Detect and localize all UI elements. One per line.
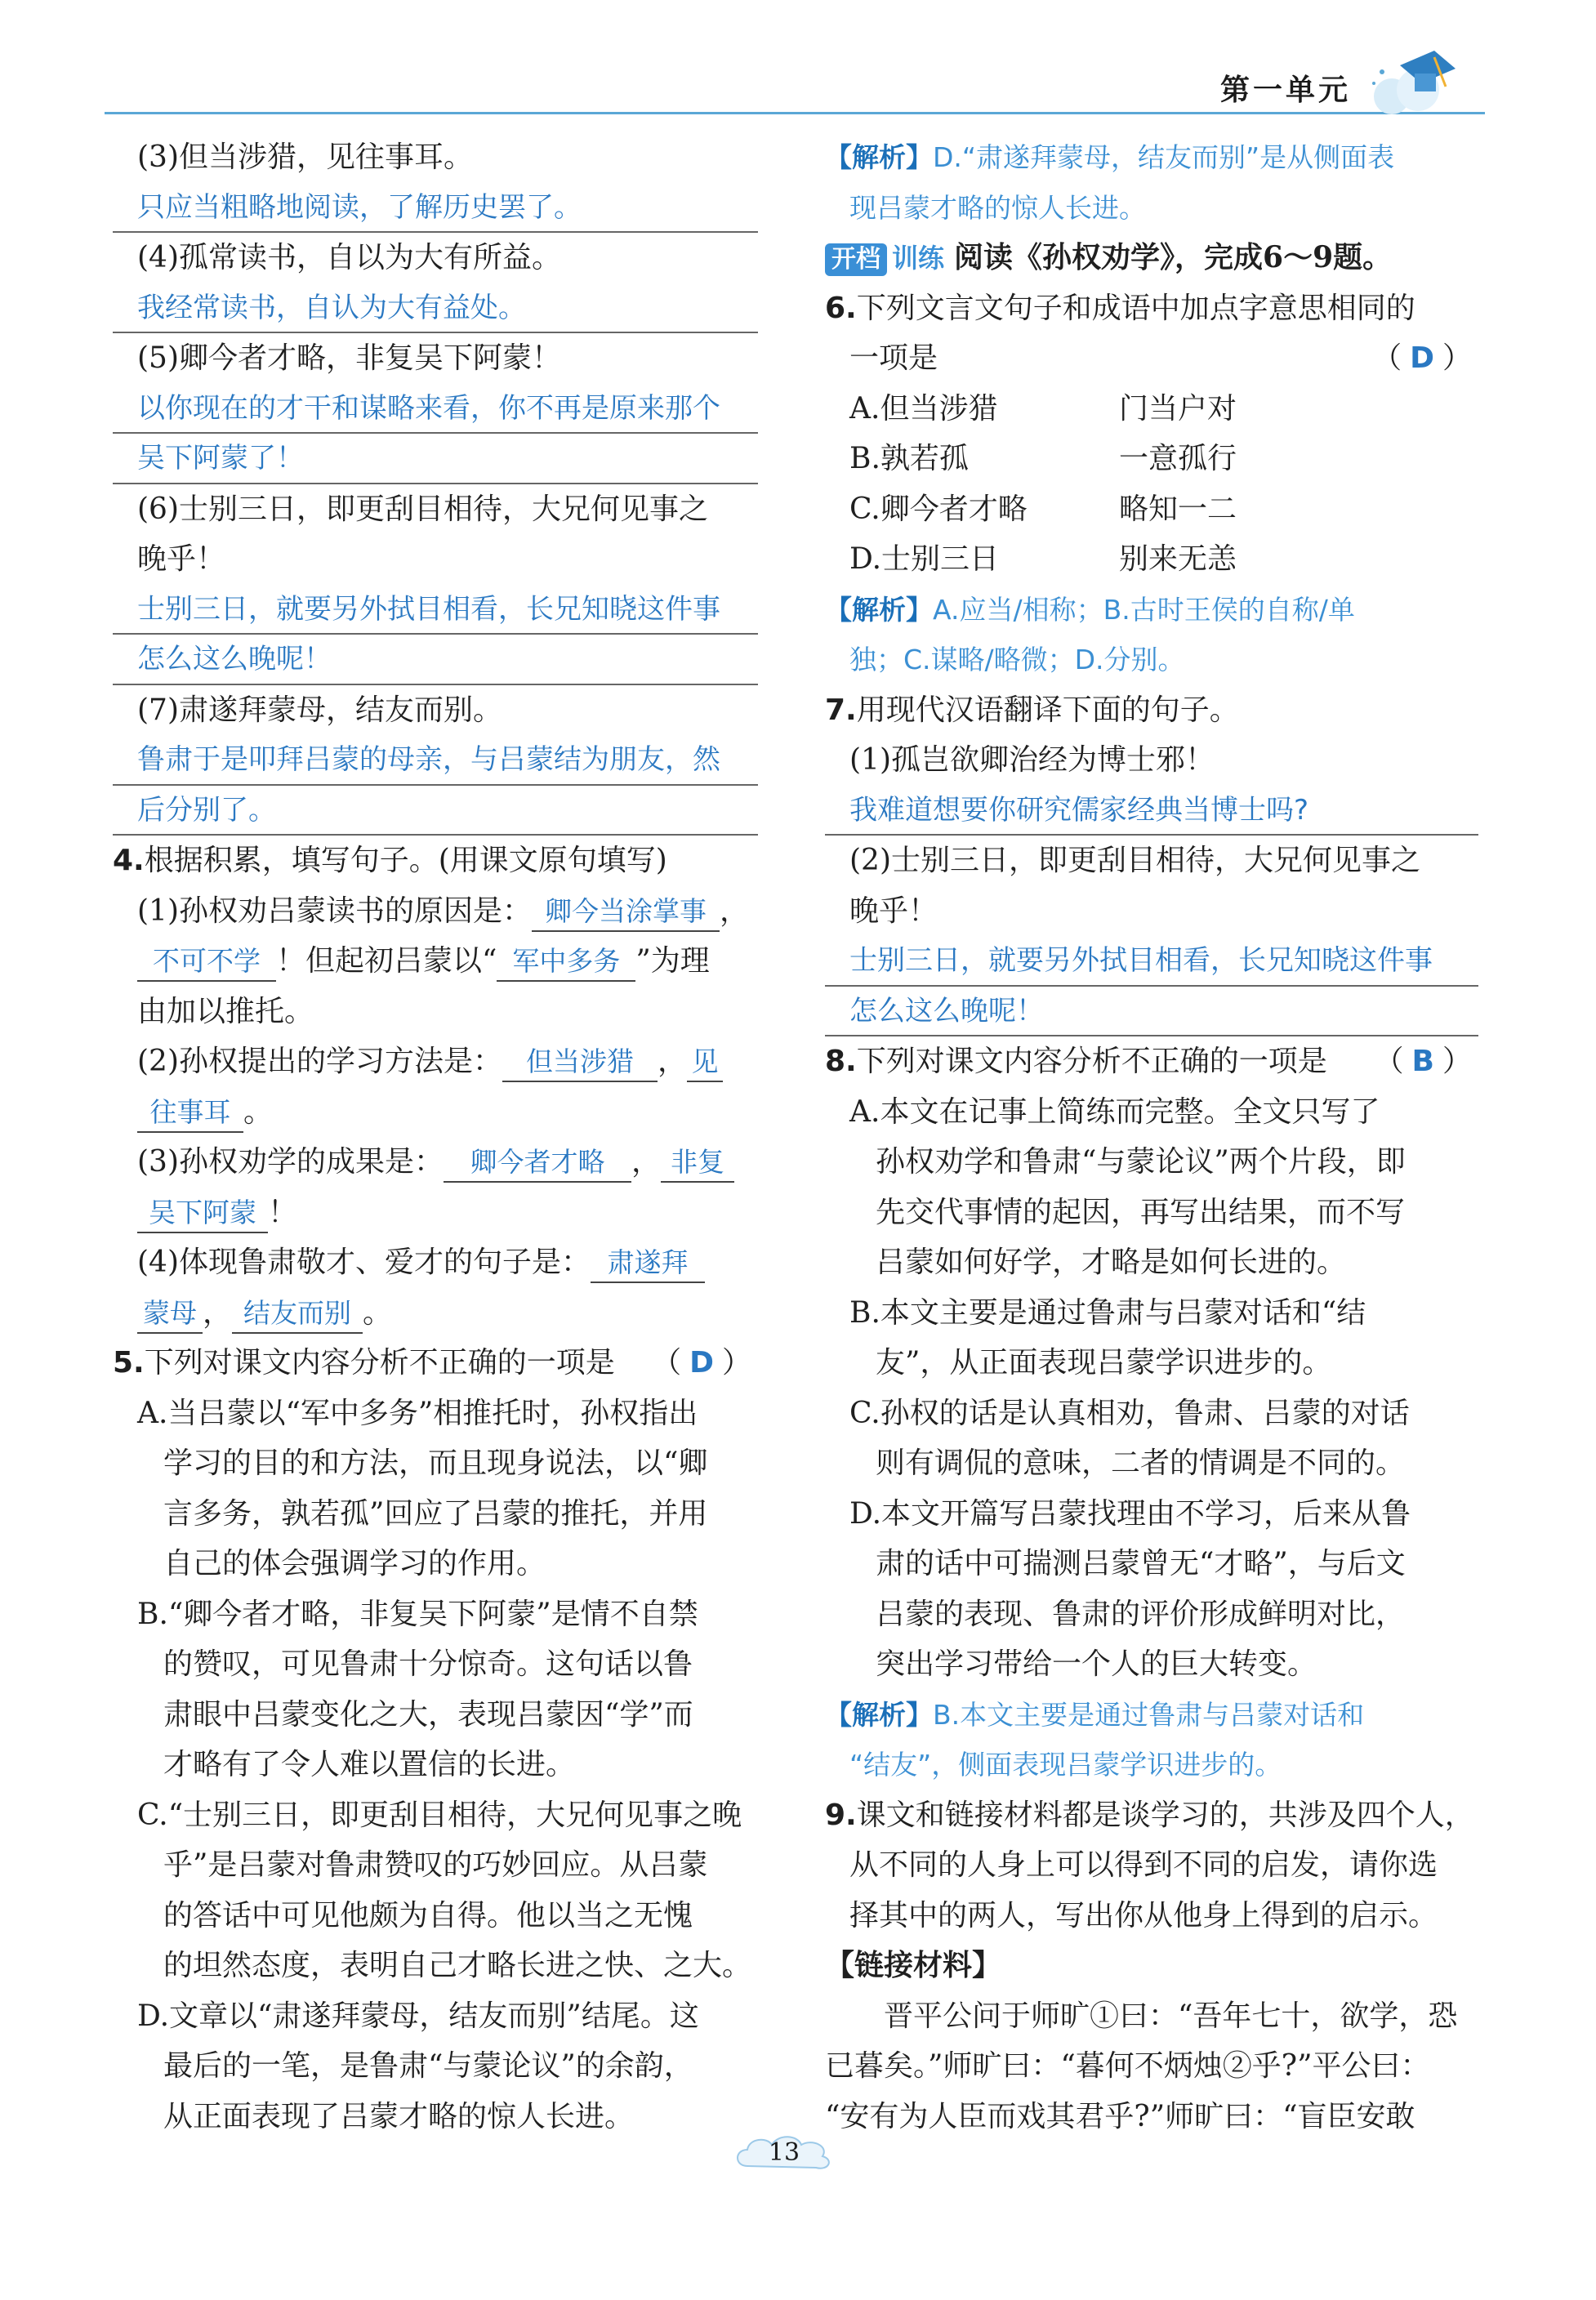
analysis-tag: 【解析】	[825, 141, 933, 173]
training-label: 训练	[892, 243, 945, 274]
answer-line: 我难道想要你研究儒家经典当博士吗?	[825, 786, 1478, 836]
option-line: 肃眼中吕蒙变化之大，表现吕蒙因“学”而	[163, 1697, 693, 1732]
q4-item-4: (4)体现鲁肃敬才、爱才的句子是： 肃遂拜	[113, 1237, 758, 1288]
option-line: 乎”是吕蒙对鲁肃赞叹的巧妙回应。从吕蒙	[163, 1848, 708, 1882]
option-line: 学习的目的和方法，而且现身说法，以“卿	[163, 1446, 708, 1480]
text-line: (3)但当涉猎，见往事耳。	[137, 140, 473, 174]
option-line: 先交代事情的起因，再写出结果，而不写	[876, 1195, 1406, 1229]
answer-line: 只应当粗略地阅读，了解历史罢了。	[113, 183, 758, 234]
analysis-tag: 【解析】	[825, 1698, 933, 1731]
option-line: 吕蒙如何好学，才略是如何长进的。	[876, 1246, 1347, 1279]
q4-item-4-cont: 蒙母 ， 结友而别 。	[113, 1288, 758, 1339]
question-number: 5.	[113, 1346, 145, 1380]
question-6-stem: 6.下列文言文句子和成语中加点字意思相同的	[825, 291, 1415, 325]
option-line: A.本文在记事上简练而完整。全文只写了	[849, 1094, 1380, 1129]
fill-blank: 军中多务	[497, 943, 635, 982]
question-4-stem: 4.根据积累，填写句子。(用课文原句填写)	[113, 844, 667, 877]
analysis-line: “结友”，侧面表现吕蒙学识进步的。	[849, 1749, 1282, 1781]
fill-blank: 吴下阿蒙	[137, 1194, 268, 1233]
q6-option: D.士别三日 别来无恙	[849, 542, 1237, 576]
option-line: C.“士别三日，即更刮目相待，大兄何见事之晚	[137, 1798, 742, 1832]
text-line: (1)孤岂欲卿治经为博士邪！	[849, 743, 1215, 777]
fill-blank: 肃遂拜	[591, 1244, 705, 1283]
option-line: D.文章以“肃遂拜蒙母，结友而别”结尾。这	[137, 1999, 699, 2033]
option-line: 吕蒙的表现、鲁肃的评价形成鲜明对比，	[876, 1597, 1406, 1631]
option-line: 的答话中可见他颇为自得。他以当之无愧	[163, 1898, 693, 1932]
text-line: 晚乎！	[849, 894, 938, 928]
answer-line: 怎么这么晚呢！	[113, 635, 758, 685]
option-line: 肃的话中可揣测吕蒙曾无“才略”，与后文	[876, 1547, 1406, 1580]
text-line: (6)士别三日，即更刮目相待，大兄何见事之	[137, 492, 708, 526]
fill-blank: 见	[687, 1043, 723, 1082]
answer-bracket: （ B ）	[1374, 1045, 1472, 1078]
analysis-tag: 【解析】	[825, 593, 933, 626]
fill-blank: 卿今者才略	[444, 1143, 631, 1183]
option-line: A.当吕蒙以“军中多务”相推托时，孙权指出	[137, 1396, 698, 1430]
question-5-stem: 5.下列对课文内容分析不正确的一项是 （ D ）	[113, 1338, 758, 1388]
page-header	[0, 0, 1596, 131]
answer-line: 鲁肃于是叩拜吕蒙的母亲，与吕蒙结为朋友，然	[113, 735, 758, 786]
text-line: (5)卿今者才略，非复吴下阿蒙！	[137, 341, 561, 375]
fill-blank: 不可不学	[137, 943, 276, 982]
option-line: D.本文开篇写吕蒙找理由不学习，后来从鲁	[849, 1496, 1411, 1531]
answer-line: 士别三日，就要另外拭目相看，长兄知晓这件事	[825, 936, 1478, 987]
question-7-stem: 7.用现代汉语翻译下面的句子。	[825, 693, 1239, 727]
analysis-line: 独；C.谋略/略微；D.分别。	[849, 644, 1185, 675]
option-line: 言多务，孰若孤”回应了吕蒙的推托，并用	[163, 1496, 708, 1531]
fill-blank: 结友而别	[232, 1295, 363, 1334]
header-rule	[105, 112, 1485, 114]
option-line: B.“卿今者才略，非复吴下阿蒙”是情不自禁	[137, 1597, 698, 1631]
answer-line: 后分别了。	[113, 786, 758, 836]
question-number: 7.	[825, 693, 857, 727]
link-material-heading: 【链接材料】	[825, 1949, 1002, 1982]
answer-bracket: （ D ）	[652, 1346, 751, 1380]
passage-line: 晋平公问于师旷①曰：“吾年七十，欲学，恐	[884, 1999, 1458, 2033]
question-number: 4.	[113, 844, 145, 877]
text-line: 择其中的两人，写出你从他身上得到的启示。	[849, 1898, 1438, 1932]
training-badge: 开档	[825, 243, 887, 276]
passage-line: 已暮矣。”师旷曰：“暮何不炳烛②乎?”平公曰：	[825, 2049, 1430, 2083]
left-column	[113, 132, 758, 2142]
question-8-stem: 8.下列对课文内容分析不正确的一项是 （ B ）	[825, 1036, 1478, 1087]
q4-item-3-cont: 吴下阿蒙 ！	[113, 1188, 758, 1238]
option-line: 突出学习带给一个人的巨大转变。	[876, 1647, 1317, 1681]
q4-item-1: (1)孙权劝吕蒙读书的原因是： 卿今当涂掌事 ，	[113, 886, 758, 937]
fill-blank: 往事耳	[137, 1094, 243, 1133]
answer-bracket: （ D ）	[1372, 341, 1472, 375]
option-line: 最后的一笔，是鲁肃“与蒙论议”的余韵，	[163, 2049, 693, 2083]
fill-blank: 但当涉猎	[502, 1043, 658, 1082]
analysis-line: 【解析】B.本文主要是通过鲁肃与吕蒙对话和	[825, 1698, 1365, 1731]
answer-line: 士别三日，就要另外拭目相看，长兄知晓这件事	[113, 585, 758, 635]
fill-blank: 非复	[661, 1143, 734, 1183]
analysis-line: 【解析】A.应当/相称；B.古时王侯的自称/单	[825, 593, 1355, 626]
q4-item-3: (3)孙权劝学的成果是： 卿今者才略 ， 非复	[113, 1137, 758, 1188]
text-line: (2)士别三日，即更刮目相待，大兄何见事之	[849, 844, 1420, 877]
option-line: C.孙权的话是认真相劝，鲁肃、吕蒙的对话	[849, 1396, 1410, 1430]
option-line: 友”，从正面表现吕蒙学识进步的。	[876, 1346, 1332, 1380]
text-line: 从不同的人身上可以得到不同的启发，请你选	[849, 1848, 1438, 1882]
page-number: 13	[731, 2130, 837, 2176]
q6-option: C.卿今者才略 略知一二	[849, 492, 1237, 526]
option-line: 孙权劝学和鲁肃“与蒙论议”两个片段，即	[876, 1145, 1406, 1179]
fill-blank: 卿今当涂掌事	[532, 893, 720, 932]
answer-line: 吴下阿蒙了！	[113, 434, 758, 484]
q6-option: B.孰若孤 一意孤行	[849, 442, 1237, 475]
passage-line: “安有为人臣而戏其君乎?”师旷曰：“盲臣安敢	[825, 2099, 1415, 2133]
analysis-line: 现吕蒙才略的惊人长进。	[849, 191, 1146, 224]
question-number: 9.	[825, 1798, 857, 1832]
unit-title: 第一单元	[1219, 73, 1351, 107]
option-line: 则有调侃的意味，二者的情调是不同的。	[876, 1446, 1406, 1480]
q6-option: A.但当涉猎 门当户对	[849, 391, 1237, 426]
answer-line: 我经常读书，自认为大有益处。	[113, 283, 758, 334]
question-number: 6.	[825, 291, 857, 325]
option-line: 的坦然态度，表明自己才略长进之快、之大。	[163, 1949, 752, 1982]
text-line: 晚乎！	[137, 542, 226, 576]
question-9-stem: 9.课文和链接材料都是谈学习的，共涉及四个人，	[825, 1798, 1474, 1832]
analysis-line: 【解析】D.“肃遂拜蒙母，结友而别”是从侧面表	[825, 141, 1395, 173]
q4-item-2: (2)孙权提出的学习方法是： 但当涉猎 ， 见	[113, 1036, 758, 1087]
q4-item-2-cont: 往事耳 。	[113, 1087, 758, 1138]
text-line: 由加以推托。	[137, 994, 314, 1028]
answer-line: 怎么这么晚呢！	[825, 987, 1478, 1037]
question-6-stem-cont: 一项是 （ D ）	[825, 333, 1478, 384]
option-line: B.本文主要是通过鲁肃与吕蒙对话和“结	[849, 1295, 1366, 1330]
text-line: (7)肃遂拜蒙母，结友而别。	[137, 693, 502, 727]
text-line: (4)孤常读书，自以为大有所益。	[137, 241, 561, 274]
option-line: 自己的体会强调学习的作用。	[163, 1547, 546, 1580]
q4-item-1-cont: 不可不学 ！但起初吕蒙以“ 军中多务 ”为理	[113, 936, 758, 987]
right-column	[825, 132, 1478, 2142]
training-header: 开档 训练 阅读《孙权劝学》，完成6～9题。	[825, 233, 1478, 283]
answer-line: 以你现在的才干和谋略来看，你不再是原来那个	[113, 384, 758, 435]
graduation-cap-icon	[1367, 33, 1465, 123]
option-line: 才略有了令人难以置信的长进。	[163, 1748, 576, 1781]
option-line: 从正面表现了吕蒙才略的惊人长进。	[163, 2099, 635, 2133]
option-line: 的赞叹，可见鲁肃十分惊奇。这句话以鲁	[163, 1647, 693, 1681]
fill-blank: 蒙母	[137, 1295, 203, 1334]
question-number: 8.	[825, 1045, 857, 1078]
